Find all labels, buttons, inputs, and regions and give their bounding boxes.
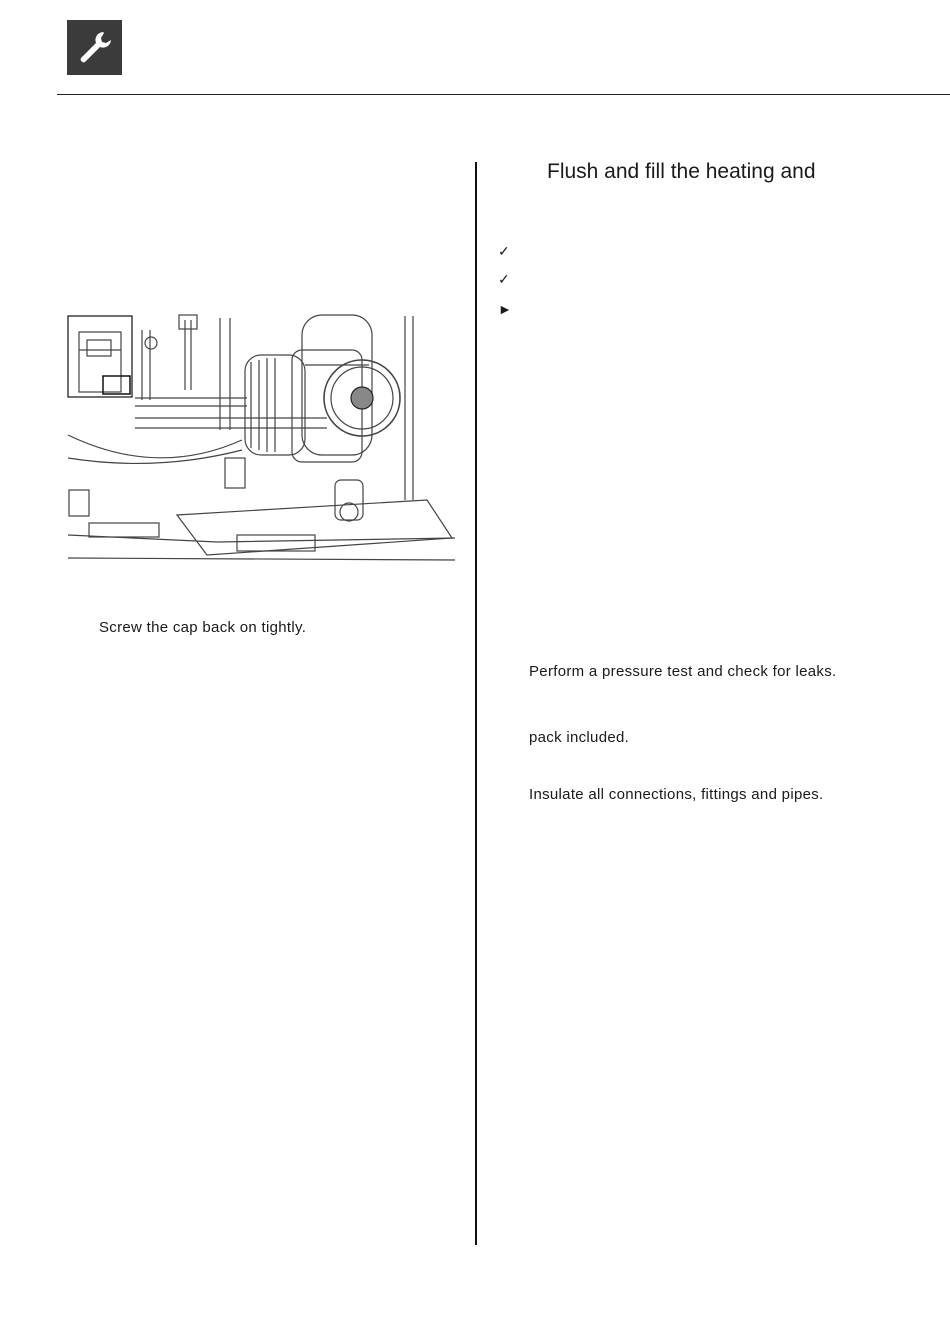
step-text-pack-included: pack included. [529, 729, 630, 746]
pump-installation-illustration [67, 310, 457, 568]
header-divider [57, 94, 950, 95]
checkmark-icon: ✓ [498, 243, 510, 259]
arrow-bullet-icon: ► [498, 301, 512, 317]
column-divider [475, 162, 477, 1245]
checkmark-icon: ✓ [498, 271, 510, 287]
section-heading: Flush and fill the heating and [547, 160, 816, 183]
step-text-insulate: Insulate all connections, fittings and pipes. [529, 786, 824, 803]
wrench-icon [67, 20, 122, 75]
step-text-screw-cap: Screw the cap back on tightly. [99, 619, 307, 636]
step-text-pressure-test: Perform a pressure test and check for leaks. [529, 663, 837, 680]
